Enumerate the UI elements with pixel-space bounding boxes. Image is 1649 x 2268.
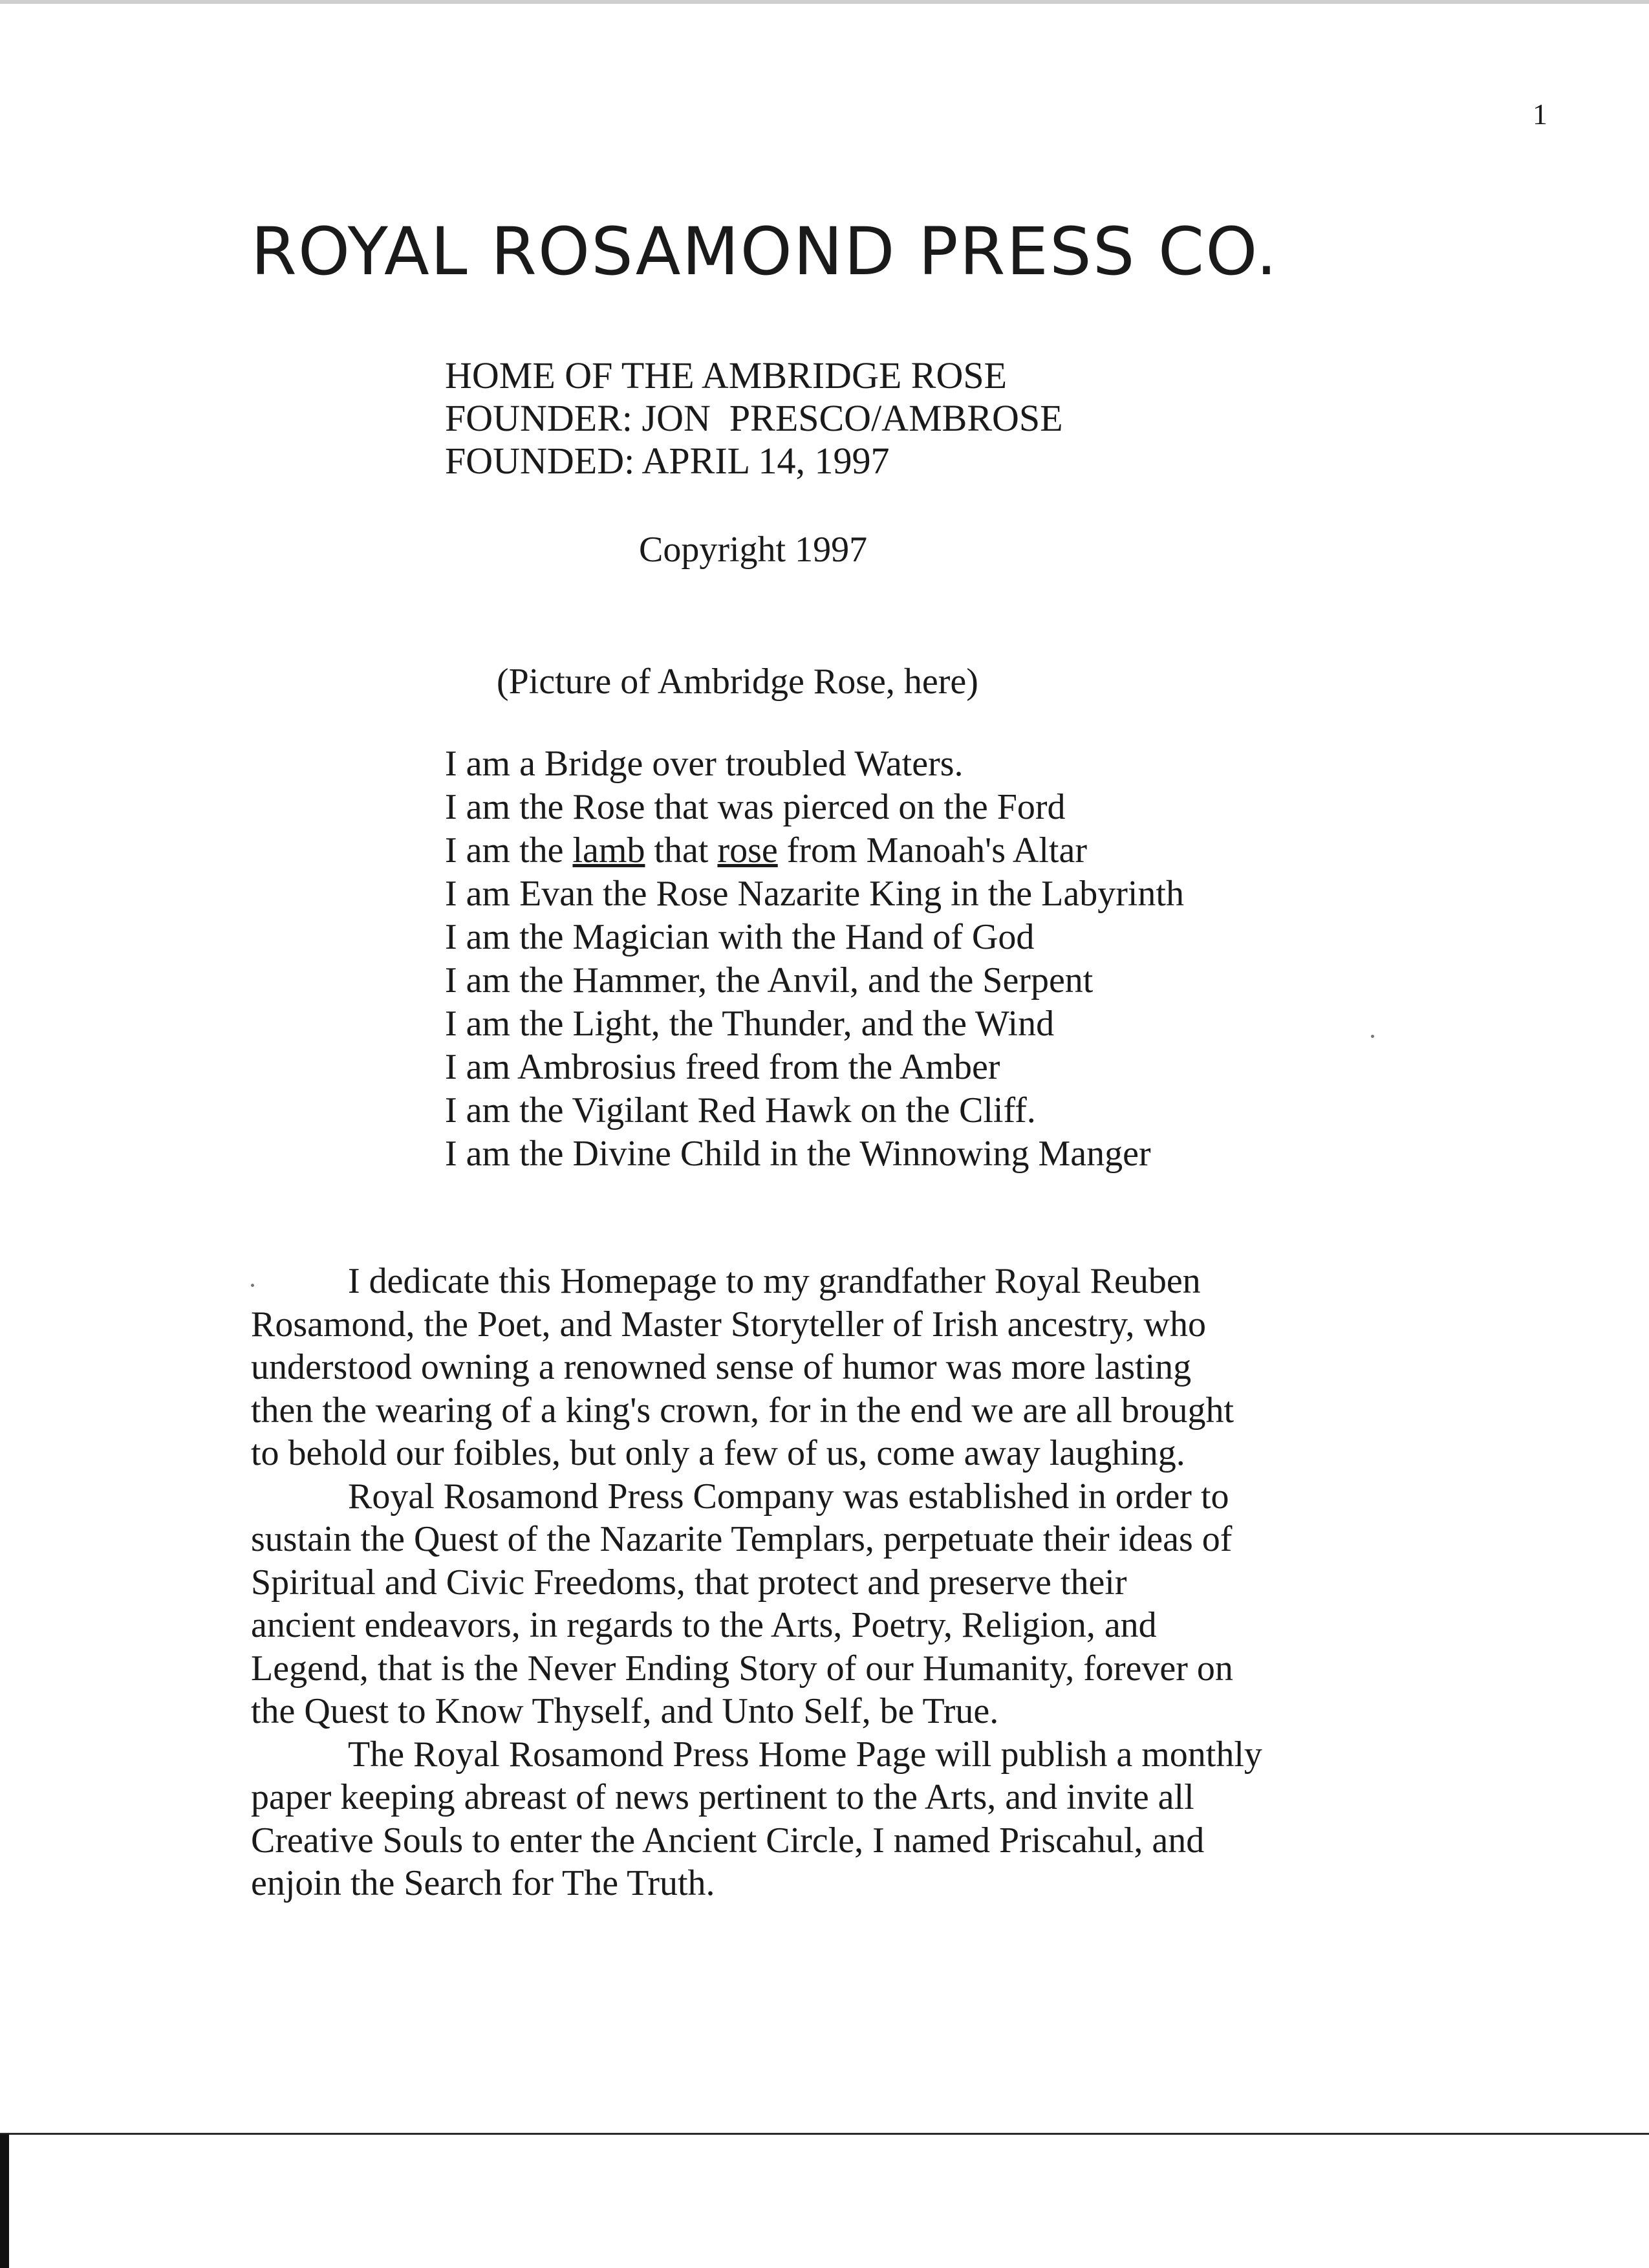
header-block: [445, 354, 1063, 482]
poem-line: [445, 829, 1184, 872]
text-line: to behold our foibles, but only a few of us, come away laughing.: [251, 1433, 1185, 1473]
text-line: Rosamond, the Poet, and Master Storyteller of Irish ancestry, who: [251, 1304, 1206, 1345]
text-line: then the wearing of a king's crown, for in the end we are all brought: [251, 1390, 1234, 1431]
body-text: [251, 1260, 1415, 1905]
poem: [445, 742, 1184, 1176]
underlined-word-lamb: lamb: [572, 830, 645, 870]
poem-line: I am the Hammer, the Anvil, and the Serpent: [445, 960, 1094, 1000]
text-line: Spiritual and Civic Freedoms, that protect and preserve their: [251, 1562, 1127, 1603]
text-line: The Royal Rosamond Press Home Page will publish a monthly: [348, 1734, 1262, 1775]
text-line: Royal Rosamond Press Company was established in order to: [348, 1476, 1229, 1517]
picture-placeholder-note: (Picture of Ambridge Rose, here): [497, 662, 978, 702]
page-number: 1: [1533, 98, 1547, 131]
paragraph-dedication: [251, 1260, 1415, 1475]
scan-left-bar: [0, 2134, 9, 2268]
text-line: sustain the Quest of the Nazarite Templars, perpetuate their ideas of: [251, 1519, 1233, 1559]
poem-line-part: from Manoah's Altar: [777, 830, 1087, 870]
page-title: ROYAL ROSAMOND PRESS CO.: [251, 213, 1278, 290]
copyright-notice: Copyright 1997: [639, 530, 868, 570]
text-line: Legend, that is the Never Ending Story of our Humanity, forever on: [251, 1648, 1233, 1689]
scan-top-edge: [0, 0, 1649, 4]
paragraph-publication: [251, 1733, 1415, 1905]
poem-line: I am the Rose that was pierced on the Ford: [445, 787, 1066, 827]
text-line: ancient endeavors, in regards to the Arts, Poetry, Religion, and: [251, 1605, 1157, 1645]
text-line: paper keeping abreast of news pertinent to the Arts, and invite all: [251, 1777, 1194, 1817]
poem-line: I am a Bridge over troubled Waters.: [445, 744, 964, 784]
text-line: the Quest to Know Thyself, and Unto Self, be True.: [251, 1691, 999, 1731]
underlined-word-rose: rose: [717, 830, 778, 870]
poem-line: I am the Divine Child in the Winnowing Manger: [445, 1134, 1151, 1174]
paragraph-purpose: [251, 1475, 1415, 1733]
header-line-home: HOME OF THE AMBRIDGE ROSE: [445, 354, 1008, 396]
scan-speck: [1371, 1035, 1374, 1038]
text-line: enjoin the Search for The Truth.: [251, 1863, 715, 1903]
text-line: understood owning a renowned sense of humor was more lasting: [251, 1347, 1192, 1387]
text-line: Creative Souls to enter the Ancient Circle, I named Priscahul, and: [251, 1820, 1205, 1861]
scan-bottom-rule: [0, 2133, 1649, 2135]
header-line-founder: FOUNDER: JON PRESCO/AMBROSE: [445, 397, 1063, 439]
poem-line: I am the Light, the Thunder, and the Wind: [445, 1004, 1055, 1044]
poem-line-part: that: [645, 830, 718, 870]
poem-line-part: I am the: [445, 830, 573, 870]
header-line-founded: FOUNDED: APRIL 14, 1997: [445, 440, 890, 482]
poem-line: I am Evan the Rose Nazarite King in the Labyrinth: [445, 874, 1184, 914]
text-line: I dedicate this Homepage to my grandfather Royal Reuben: [348, 1261, 1201, 1301]
poem-line: I am the Magician with the Hand of God: [445, 917, 1035, 957]
poem-line: I am the Vigilant Red Hawk on the Cliff.: [445, 1090, 1036, 1130]
poem-line: I am Ambrosius freed from the Amber: [445, 1047, 1000, 1087]
